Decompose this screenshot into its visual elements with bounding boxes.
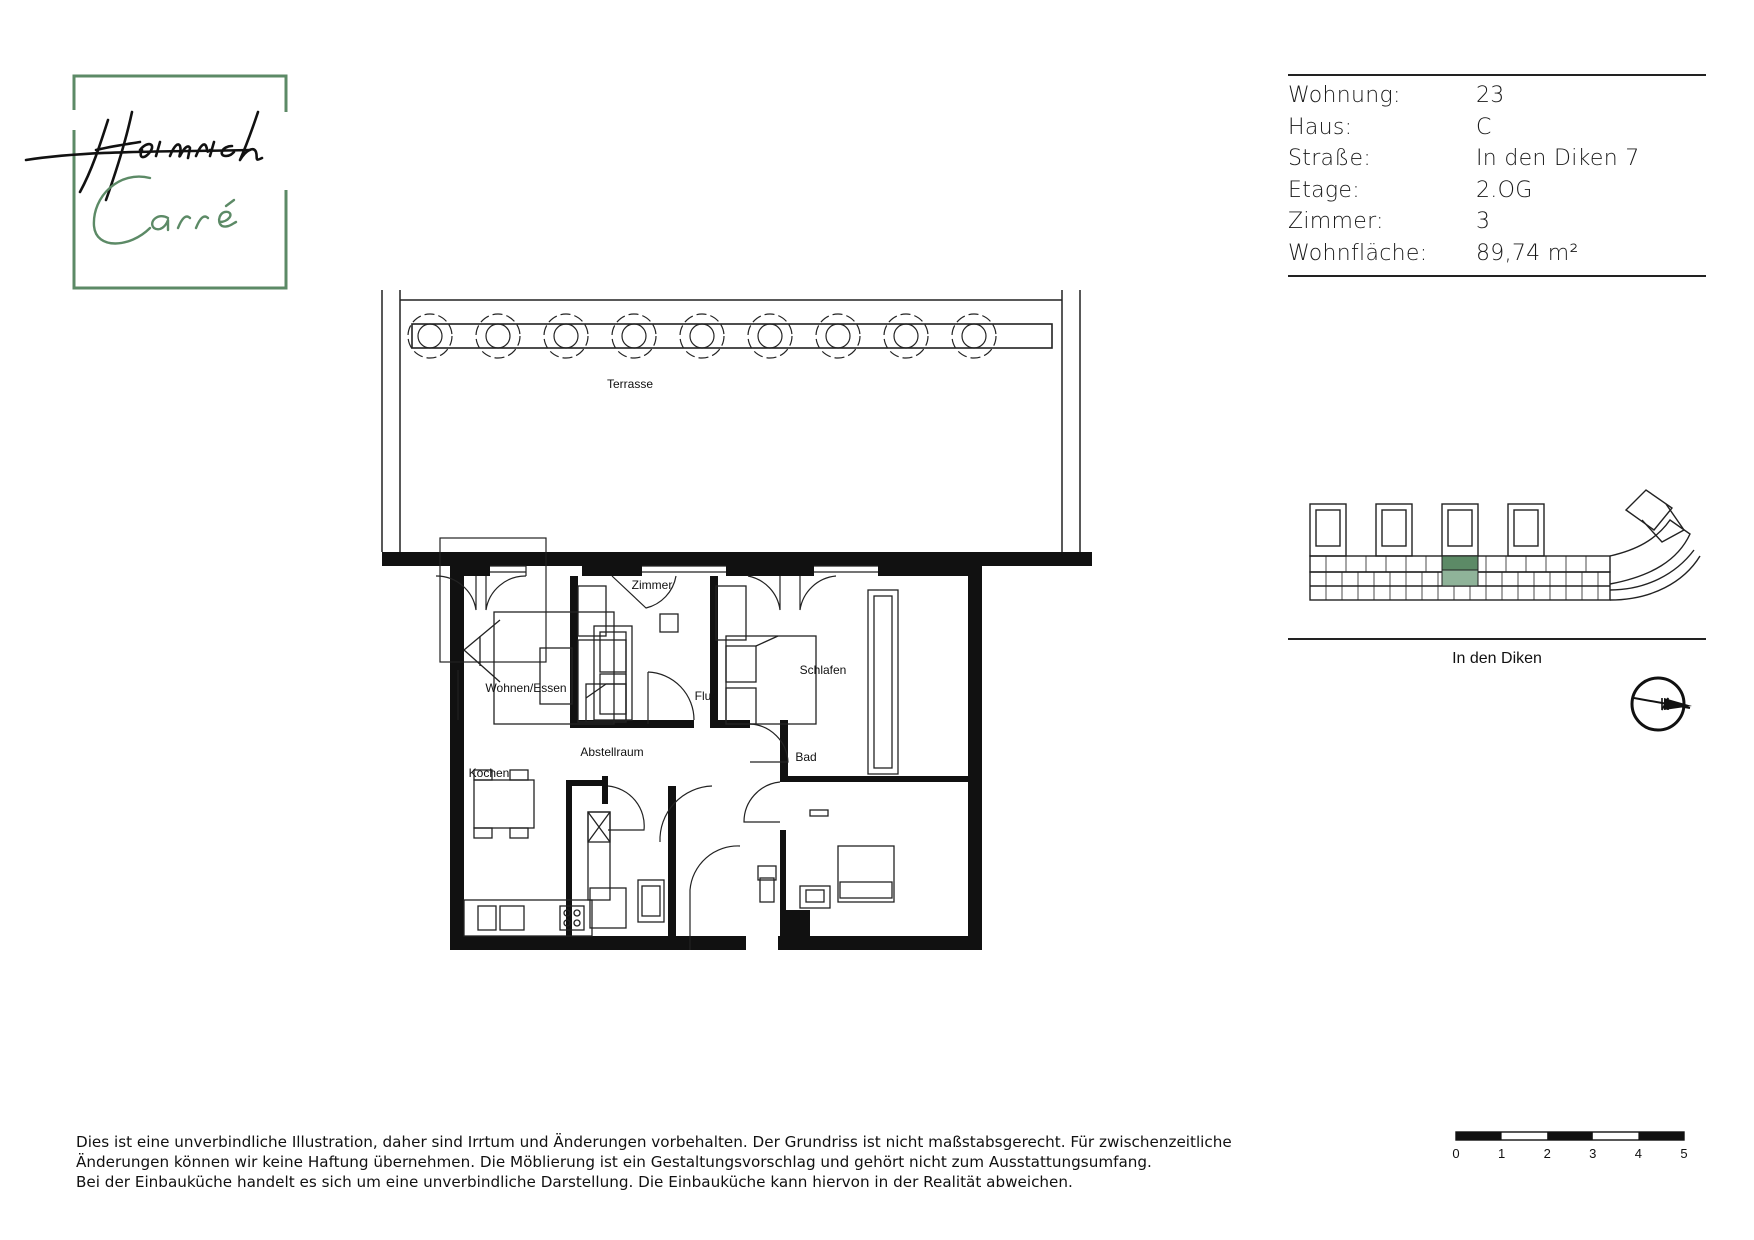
disclaimer [76,1132,1276,1192]
room-label-storage: Abstellraum [580,745,644,759]
info-row-rooms [1288,206,1706,238]
info-label: Haus: [1288,114,1353,140]
disclaimer-line: Dies ist eine unverbindliche Illustration, daher sind Irrtum und Änderungen vorbehalten. Der Grundriss ist nicht maßstabsgerecht. Für zwischenzeitliche [76,1133,1232,1151]
info-value: 2.OG [1476,177,1533,203]
scale-tick-label: 3 [1589,1146,1597,1161]
plant-icon [408,314,452,358]
floor-plan [360,290,1090,970]
plant-icon [816,314,860,358]
north-arrow-icon [1628,668,1698,738]
info-label: Straße: [1288,146,1372,172]
plant-icon [476,314,520,358]
scale-tick-label: 1 [1497,1146,1506,1161]
info-value: 3 [1476,209,1491,235]
plant-icon [612,314,656,358]
scale-tick-label: 5 [1680,1146,1688,1161]
plant-icon [680,314,724,358]
scale-tick-label: 2 [1543,1146,1551,1161]
plant-icon [748,314,792,358]
info-bottom-rule [1288,275,1706,277]
plant-core-icon [758,324,782,348]
room-label-kitchen: Kochen [468,766,510,780]
plant-core-icon [690,324,714,348]
info-row-area [1288,238,1706,270]
disclaimer-line: Änderungen können wir keine Haftung übernehmen. Die Möblierung ist ein Gestaltungsvorschlag und gehört nicht zum Ausstattungsumfang. [76,1153,1152,1171]
info-row-unit [1288,80,1706,112]
info-label: Etage: [1288,177,1360,203]
planter [412,324,1052,348]
site-street-label: In den Diken [1452,650,1542,667]
scale-bar [1454,1130,1694,1180]
site-plan [1286,490,1706,650]
disclaimer-line: Bei der Einbauküche handelt es sich um eine unverbindliche Darstellung. Die Einbauküche kann hiervon in der Realität abweichen. [76,1173,1073,1191]
unit-info-table [1288,74,1706,277]
room-label-terrace: Terrasse [606,377,654,391]
brand-logo [0,0,340,330]
scale-tick-label: 0 [1452,1146,1460,1161]
room-label-living: Wohnen/Essen [485,681,567,695]
scale-tick-label: 4 [1634,1146,1643,1161]
plant-core-icon [418,324,442,348]
room-label-bath: Bad [795,750,817,764]
room-label-bedroom: Schlafen [799,663,847,677]
plant-icon [544,314,588,358]
plant-icon [884,314,928,358]
info-row-house [1288,112,1706,144]
plant-core-icon [962,324,986,348]
info-row-street [1288,143,1706,175]
plant-core-icon [826,324,850,348]
info-value: 89,74 m² [1476,240,1579,266]
plant-core-icon [622,324,646,348]
info-row-floor [1288,175,1706,207]
info-label: Zimmer: [1288,209,1384,235]
plant-core-icon [486,324,510,348]
info-value: In den Diken 7 [1476,146,1640,172]
info-label: Wohnfläche: [1288,240,1428,266]
info-value: 23 [1476,83,1505,109]
room-label-room: Zimmer [631,578,673,592]
info-value: C [1476,114,1492,140]
furniture-main [464,586,898,936]
site-plan-rule [1288,638,1706,640]
planter-plants [408,314,996,358]
terrace-outline [382,290,1080,552]
plant-core-icon [894,324,918,348]
info-label: Wohnung: [1288,83,1401,109]
plant-core-icon [554,324,578,348]
room-label-hall: Flur [694,689,716,703]
plant-icon [952,314,996,358]
